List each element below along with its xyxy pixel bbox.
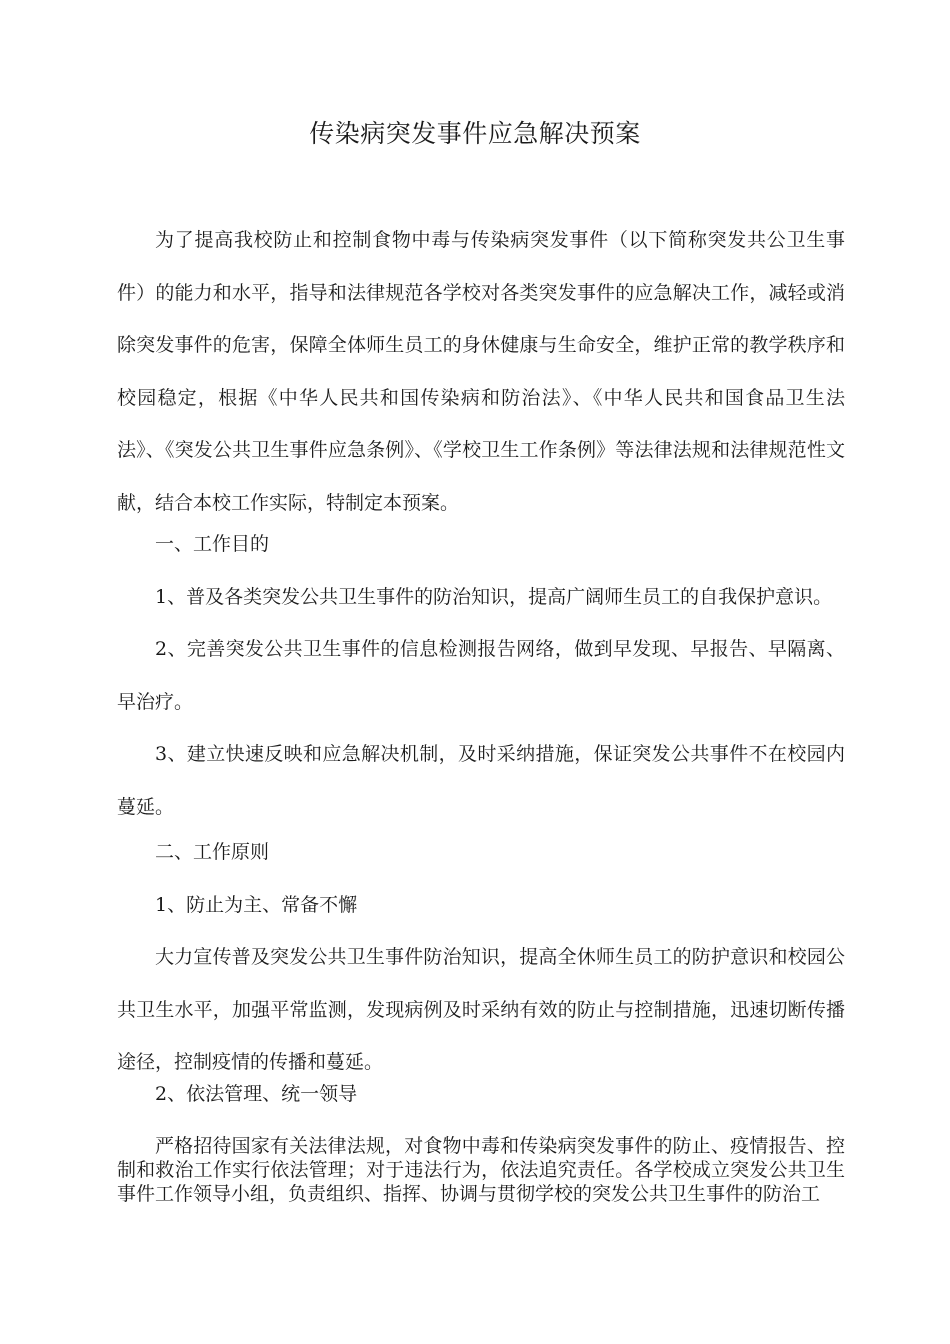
purpose-item-1: 1、普及各类突发公共卫生事件的防治知识，提高广阔师生员工的自我保护意识。: [155, 585, 833, 608]
purpose-item-3: 3、建立快速反映和应急解决机制，及时采纳措施，保证突发公共事件不在校园内蔓延。: [117, 743, 845, 818]
purpose-item-2: 2、完善突发公共卫生事件的信息检测报告网络，做到早发现、早报告、早隔离、早治疗。: [117, 638, 845, 713]
intro-section: [117, 214, 845, 529]
section2-heading: 二、工作原则: [155, 841, 270, 863]
section1-heading: 一、工作目的: [155, 533, 270, 555]
section-work-purpose: [117, 518, 845, 833]
principle2-paragraph: 严格招待国家有关法律法规，对食物中毒和传染病突发事件的防止、疫情报告、控制和救治工作实行依法管理；对于违法行为，依法追究责任。各学校成立突发公共卫生事件工作领导小组，负责组织、指挥、协调与贯彻学校的突发公共卫生事件的防治工: [117, 1135, 845, 1205]
principle2-heading: 2、依法管理、统一领导: [155, 1083, 358, 1105]
intro-paragraph: 为了提高我校防止和控制食物中毒与传染病突发事件（以下简称突发共公卫生事件）的能力和水平，指导和法律规范各学校对各类突发事件的应急解决工作，减轻或消除突发事件的危害，保障全体师生员工的身休健康与生命安全，维护正常的教学秩序和校园稳定，根据《中华人民共和国传染病和防治法》、《中华人民共和国食品卫生法法》、《突发公共卫生事件应急条例》、《学校卫生工作条例》等法律法规和法律规范性文献，结合本校工作实际，特制定本预案。: [117, 229, 845, 514]
principle2-text-block: [117, 1134, 845, 1206]
document-title: 传染病突发事件应急解决预案: [309, 119, 641, 148]
section-work-principles: [117, 826, 845, 1089]
principle1-paragraph: 大力宣传普及突发公共卫生事件防治知识，提高全休师生员工的防护意识和校园公共卫生水平，加强平常监测，发现病例及时采纳有效的防止与控制措施，迅速切断传播途径，控制疫情的传播和蔓延。: [117, 946, 845, 1073]
principle1-heading: 1、防止为主、常备不懈: [155, 893, 358, 916]
principle2-block: [117, 1080, 845, 1108]
